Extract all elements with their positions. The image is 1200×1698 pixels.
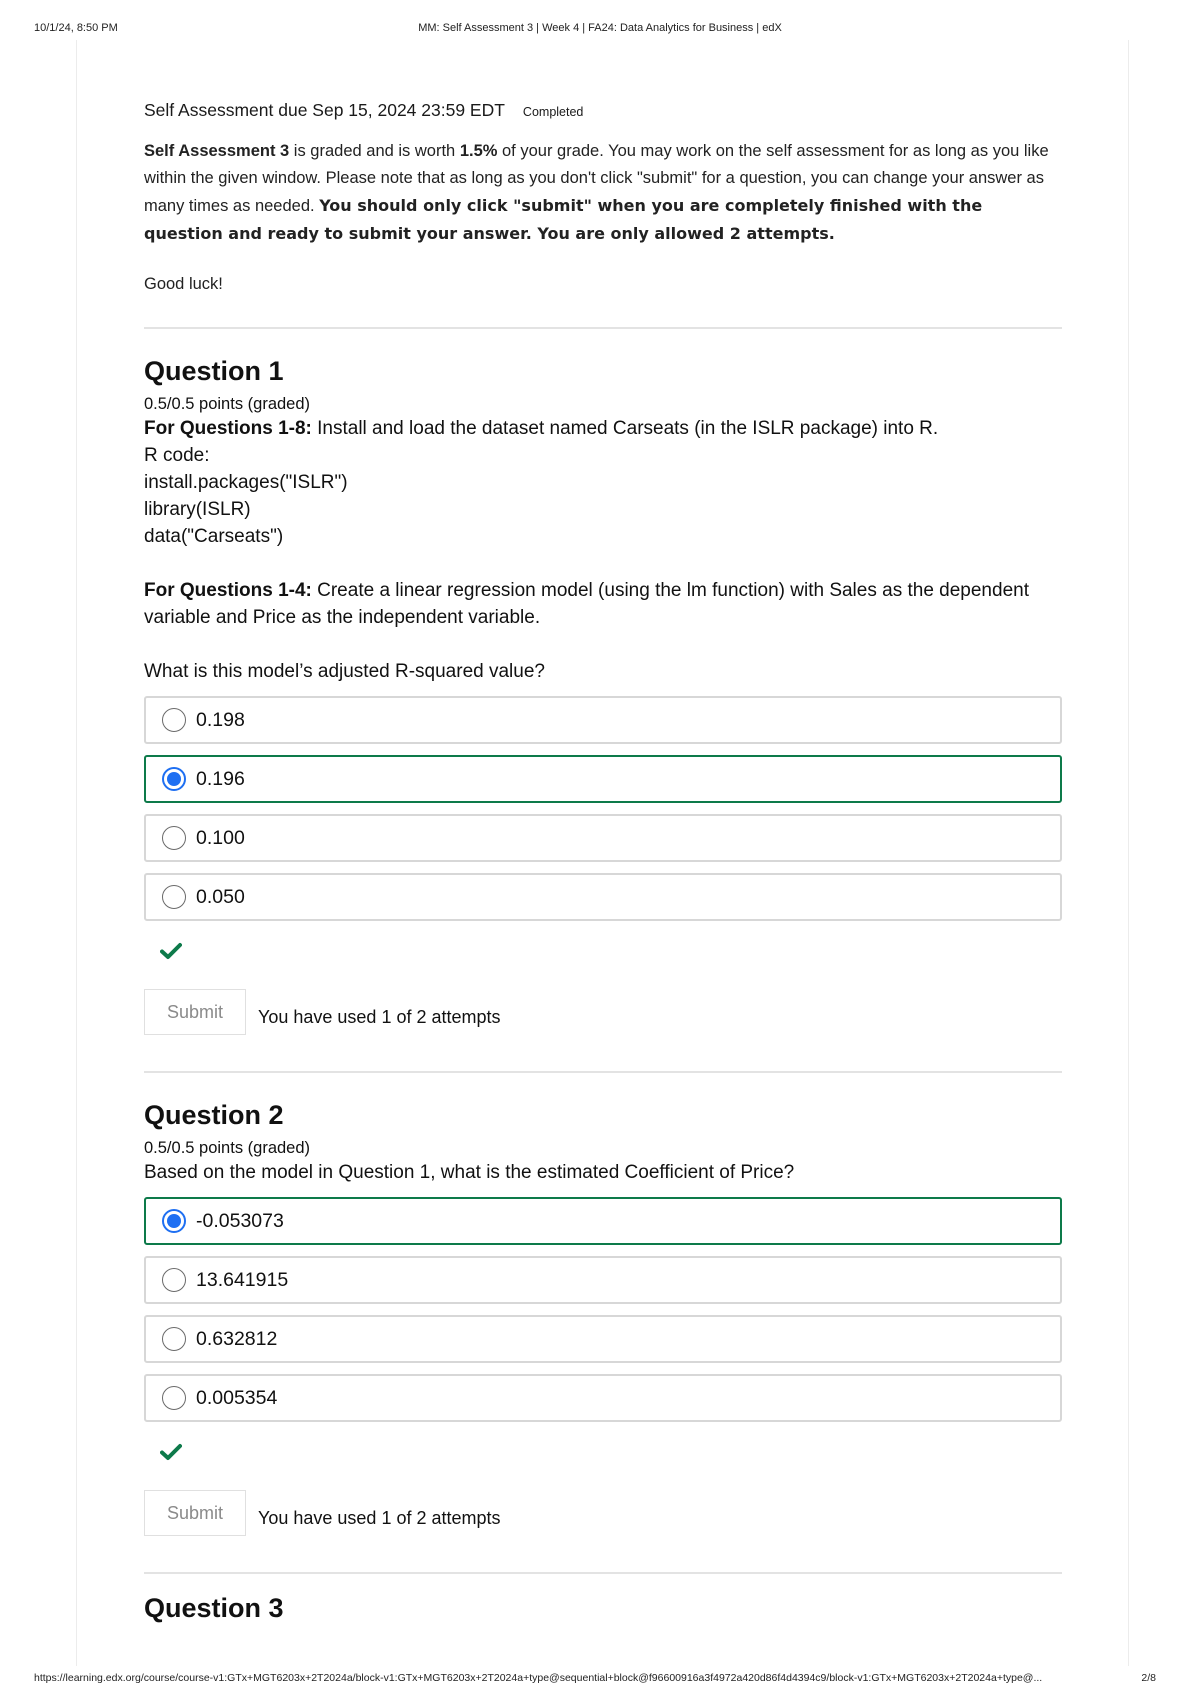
print-date: 10/1/24, 8:50 PM bbox=[34, 22, 118, 34]
code-line: R code: bbox=[144, 445, 210, 466]
option-label: 0.100 bbox=[196, 826, 245, 849]
submit-row bbox=[144, 989, 1062, 1035]
submit-row bbox=[144, 1490, 1062, 1536]
question-2 bbox=[144, 1073, 1062, 1536]
code-line: data("Carseats") bbox=[144, 526, 284, 547]
correct-indicator bbox=[144, 1432, 1062, 1472]
code-line: library(ISLR) bbox=[144, 499, 251, 520]
blank-line bbox=[144, 631, 1062, 658]
intro-text-1: is graded and is worth bbox=[289, 142, 460, 160]
sub-text: Create a linear regression model (using the lm function) with Sales as the dependent variable and Price as the independent variable. bbox=[144, 580, 1029, 628]
sub-label: For Questions 1-4: bbox=[144, 580, 312, 601]
intro-warning: You should only click "submit" when you are completely finished with the question and ready to submit your answer. You are only allowed 2 attempts. bbox=[144, 196, 983, 243]
answer-option[interactable] bbox=[144, 1315, 1062, 1363]
attempts-text: You have used 1 of 2 attempts bbox=[258, 1006, 501, 1027]
setup-line bbox=[144, 415, 1062, 442]
answer-option-selected[interactable] bbox=[144, 755, 1062, 803]
checkmark-icon bbox=[160, 1443, 182, 1461]
correct-indicator bbox=[144, 931, 1062, 971]
question-title: Question 2 bbox=[144, 1100, 284, 1130]
intro-weight: 1.5% bbox=[459, 142, 498, 160]
setup-label: For Questions 1-8: bbox=[144, 418, 312, 439]
radio-button-selected[interactable] bbox=[162, 1209, 186, 1233]
blank-line bbox=[144, 550, 1062, 577]
option-label: 0.050 bbox=[196, 885, 245, 908]
options-group bbox=[144, 1197, 1062, 1422]
answer-option[interactable] bbox=[144, 814, 1062, 862]
assessment-content bbox=[144, 100, 1062, 1628]
option-label: 0.005354 bbox=[196, 1386, 278, 1409]
answer-option[interactable] bbox=[144, 696, 1062, 744]
submit-button[interactable]: Submit bbox=[144, 989, 246, 1035]
print-page-number: 2/8 bbox=[1141, 1672, 1156, 1684]
question-prompt: What is this model’s adjusted R-squared value? bbox=[144, 661, 545, 682]
option-label: -0.053073 bbox=[196, 1209, 284, 1232]
answer-option[interactable] bbox=[144, 873, 1062, 921]
print-url: https://learning.edx.org/course/course-v1:GTx+MGT6203x+2T2024a/block-v1:GTx+MGT6203x+2T2024a+type@sequential+block@f96600916a3f4972a420d86f4d4394c9/block-v1:GTx+MGT6203x+2T2024a+type@... bbox=[34, 1672, 1043, 1684]
question-points: 0.5/0.5 points (graded) bbox=[144, 395, 311, 413]
radio-button[interactable] bbox=[162, 1268, 186, 1292]
option-label: 13.641915 bbox=[196, 1268, 289, 1291]
intro-assessment-name: Self Assessment 3 bbox=[144, 142, 290, 160]
radio-button[interactable] bbox=[162, 1386, 186, 1410]
page-frame-right bbox=[1128, 40, 1129, 1666]
question-points: 0.5/0.5 points (graded) bbox=[144, 1139, 311, 1157]
due-row bbox=[144, 100, 1062, 126]
checkmark-icon bbox=[160, 942, 182, 960]
page-frame-left bbox=[76, 40, 77, 1666]
options-group bbox=[144, 696, 1062, 921]
radio-button[interactable] bbox=[162, 708, 186, 732]
option-label: 0.632812 bbox=[196, 1327, 278, 1350]
due-date: Self Assessment due Sep 15, 2024 23:59 EDT bbox=[144, 100, 505, 120]
print-footer bbox=[34, 1672, 1166, 1688]
setup-text: Install and load the dataset named Carseats (in the ISLR package) into R. bbox=[311, 418, 939, 439]
print-page-title: MM: Self Assessment 3 | Week 4 | FA24: Data Analytics for Business | edX bbox=[418, 22, 782, 34]
question-prompt: Based on the model in Question 1, what is the estimated Coefficient of Price? bbox=[144, 1162, 795, 1183]
question-title: Question 1 bbox=[144, 356, 284, 386]
intro-paragraph bbox=[144, 138, 1062, 248]
question-body bbox=[144, 1159, 1062, 1186]
radio-button[interactable] bbox=[162, 826, 186, 850]
question-title: Question 3 bbox=[144, 1593, 284, 1623]
attempts-text: You have used 1 of 2 attempts bbox=[258, 1507, 501, 1528]
submit-button[interactable]: Submit bbox=[144, 1490, 246, 1536]
status-badge: Completed bbox=[522, 105, 584, 119]
question-body bbox=[144, 415, 1062, 685]
intro-text-2: of your grade. You may work on the self assessment for as long as you like within the given window. Please note that as long as you don't click "submit" for a question, you can change your answer as many times as needed. bbox=[144, 142, 1049, 215]
radio-button[interactable] bbox=[162, 885, 186, 909]
question-3 bbox=[144, 1574, 1062, 1628]
code-line: install.packages("ISLR") bbox=[144, 472, 348, 493]
answer-option-selected[interactable] bbox=[144, 1197, 1062, 1245]
option-label: 0.198 bbox=[196, 708, 245, 731]
option-label: 0.196 bbox=[196, 767, 245, 790]
answer-option[interactable] bbox=[144, 1374, 1062, 1422]
radio-button[interactable] bbox=[162, 1327, 186, 1351]
sub-instructions bbox=[144, 577, 1062, 631]
answer-option[interactable] bbox=[144, 1256, 1062, 1304]
print-header bbox=[34, 22, 1166, 38]
good-luck-text: Good luck! bbox=[144, 275, 223, 293]
question-1 bbox=[144, 329, 1062, 1035]
radio-button-selected[interactable] bbox=[162, 767, 186, 791]
